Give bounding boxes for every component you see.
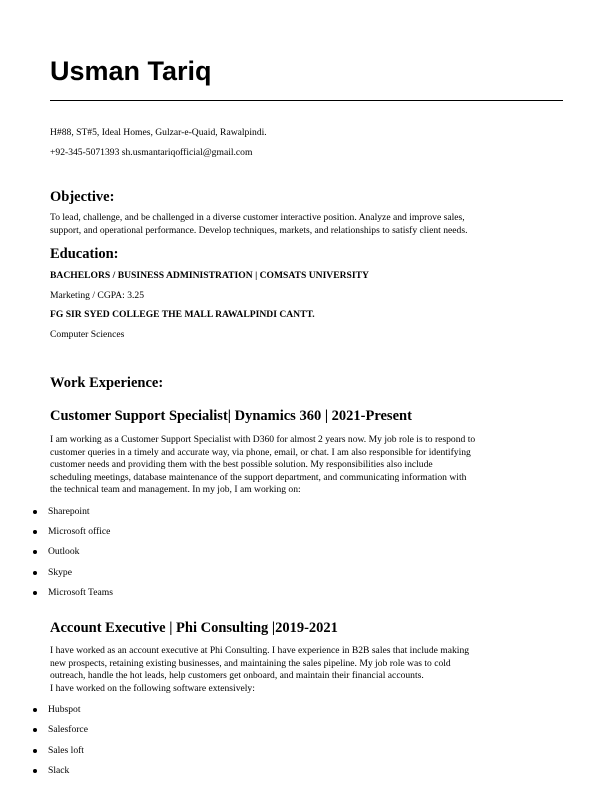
education-detail: Computer Sciences bbox=[50, 329, 125, 340]
bullet-icon bbox=[33, 708, 37, 712]
tool-list-item bbox=[33, 724, 88, 736]
tool-name: Hubspot bbox=[48, 704, 81, 715]
tool-name: Sharepoint bbox=[48, 506, 90, 517]
tool-list-item bbox=[33, 526, 110, 538]
bullet-icon bbox=[33, 550, 37, 554]
tool-list-item bbox=[33, 506, 90, 518]
tool-list-item bbox=[33, 704, 81, 716]
tool-list-item bbox=[33, 546, 79, 558]
tool-name: Sales loft bbox=[48, 745, 84, 756]
bullet-icon bbox=[33, 749, 37, 753]
tool-list-item bbox=[33, 567, 72, 579]
tool-list-item bbox=[33, 765, 69, 777]
bullet-icon bbox=[33, 571, 37, 575]
bullet-icon bbox=[33, 530, 37, 534]
tool-name: Salesforce bbox=[48, 724, 88, 735]
bullet-icon bbox=[33, 591, 37, 595]
phone-email: +92-345-5071393 sh.usmantariqofficial@gmail.com bbox=[50, 147, 253, 158]
tool-name: Skype bbox=[48, 567, 72, 578]
candidate-name: Usman Tariq bbox=[50, 56, 212, 86]
objective-text bbox=[50, 212, 570, 237]
bullet-icon bbox=[33, 769, 37, 773]
tool-name: Slack bbox=[48, 765, 70, 776]
education-heading: Education: bbox=[50, 246, 119, 262]
address: H#88, ST#5, Ideal Homes, Gulzar-e-Quaid, Rawalpindi. bbox=[50, 127, 267, 138]
objective-heading: Objective: bbox=[50, 189, 115, 205]
objective-line: To lead, challenge, and be challenged in a diverse customer interactive position. Analyze and improve sales, bbox=[50, 212, 465, 223]
job-line: the technical team and management. In my job, I am working on: bbox=[50, 484, 301, 496]
job-line: scheduling meetings, database maintenance of the support department, and communicating information with bbox=[50, 471, 467, 483]
job-line: I am working as a Customer Support Specialist with D360 for almost 2 years now. My job role is to respond to bbox=[50, 434, 476, 445]
objective-line: support, and operational performance. Develop techniques, markets, and relationships to satisfy client needs. bbox=[50, 224, 468, 236]
job-line: I have worked on the following software extensively: bbox=[50, 682, 255, 694]
job-line: new prospects, retaining existing businesses, and maintaining the sales pipeline. My job role was to cold bbox=[50, 657, 451, 669]
education-title: FG SIR SYED COLLEGE THE MALL RAWALPINDI CANTT. bbox=[50, 309, 315, 320]
education-detail: Marketing / CGPA: 3.25 bbox=[50, 290, 144, 301]
tool-name: Outlook bbox=[48, 546, 80, 557]
tool-list-item bbox=[33, 587, 113, 599]
tool-list-item bbox=[33, 745, 84, 757]
job-line: outreach, handle the hot leads, help customers get onboard, and maintain their financial accounts. bbox=[50, 670, 424, 682]
job-description bbox=[50, 645, 570, 695]
tool-name: Microsoft Teams bbox=[48, 587, 113, 598]
job-title: Account Executive | Phi Consulting |2019-2021 bbox=[50, 620, 338, 636]
education-title: BACHELORS / BUSINESS ADMINISTRATION | COMSATS UNIVERSITY bbox=[50, 270, 369, 281]
tool-name: Microsoft office bbox=[48, 526, 111, 537]
work-heading: Work Experience: bbox=[50, 375, 164, 391]
bullet-icon bbox=[33, 510, 37, 514]
job-line: customer queries in a timely and accurate way, via phone, email, or chat. I am also responsible for identifying bbox=[50, 446, 471, 458]
job-line: I have worked as an account executive at Phi Consulting. I have experience in B2B sales that include making bbox=[50, 645, 470, 656]
job-description bbox=[50, 434, 570, 497]
bullet-icon bbox=[33, 728, 37, 732]
header-divider bbox=[50, 100, 563, 101]
job-title: Customer Support Specialist| Dynamics 360 | 2021-Present bbox=[50, 408, 412, 424]
job-line: customer needs and providing them with the best possible solution. My responsibilities also include bbox=[50, 459, 433, 471]
